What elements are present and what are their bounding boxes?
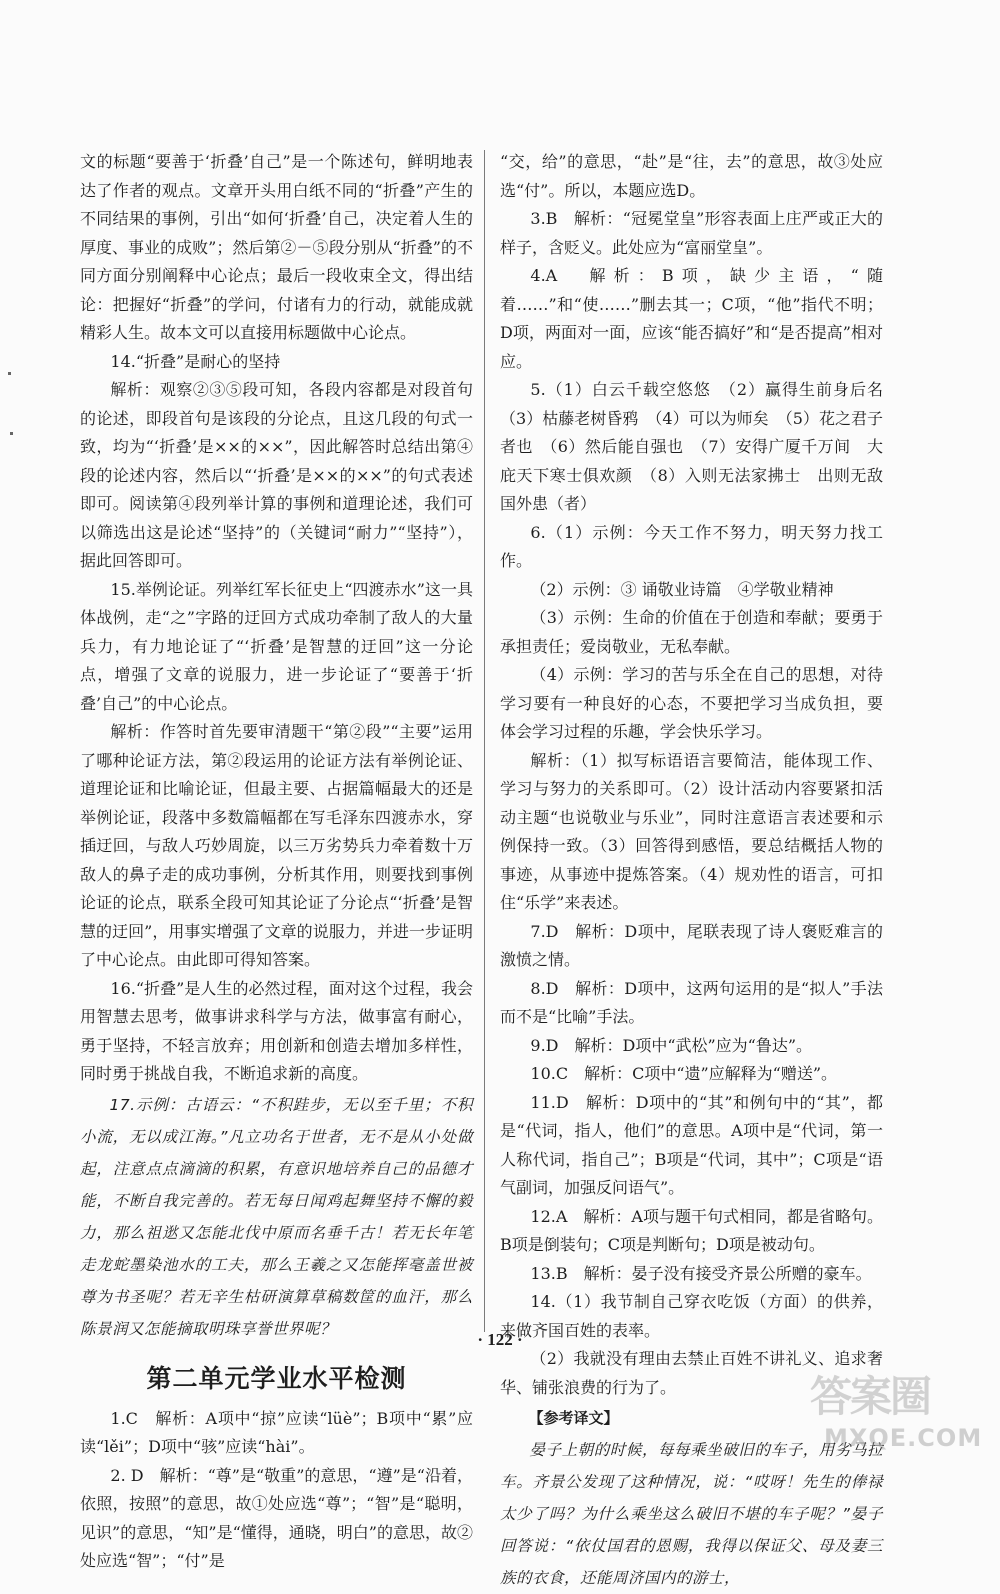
answer-14: 14.“折叠”是耐心的坚持: [110, 351, 281, 371]
answer-14-1: 14.（1）我节制自己穿衣吃饭（方面）的供养，来做齐国百姓的表率。: [500, 1292, 883, 1340]
answer-13: 13.B 解析：晏子没有接受齐景公所赠的豪车。: [530, 1263, 872, 1283]
answer-15: 15.举例论证。列举红军长征史上“四渡赤水”这一具体战例，走“之”字路的迂回方式成功牵制了敌人的大量兵力，有力地论证了“‘折叠’是智慧的迂回”这一分论点，增强了文章的说服力，进一步论证了“要善于‘折叠’自己”的中心论点。: [80, 579, 473, 713]
answer-3: 3.B 解析：“冠冕堂皇”形容表面上庄严或正大的样子，含贬义。此处应为“富丽堂皇”。: [500, 209, 883, 257]
answer-5: 5.（1）白云千载空悠悠 （2）赢得生前身后名 （3）枯藤老树昏鸦 （4）可以为师矣 （5）花之君子者也 （6）然后能自强也 （7）安得广厦千万间 大庇天下寒士俱欢颜 （8）入则无法家拂士 出则无敌国外患（者）: [500, 380, 900, 513]
answer-6-1: 6.（1）示例：今天工作不努力，明天努力找工作。: [500, 522, 883, 570]
paragraph: “交，给”的意思，“赴”是“往，去”的意思，故③处应选“付”。所以，本题应选D。: [500, 152, 883, 200]
answer-6-2: （2）示例：③ 诵敬业诗篇 ④学敬业精神: [530, 579, 834, 599]
analysis-6: 解析：（1）拟写标语语言要简洁，能体现工作、学习与努力的关系即可。（2）设计活动内容要紧扣活动主题“也说敬业与乐业”，同时注意语言表述要和示例保持一致。（3）回答得到感悟，要总结概括人物的事迹，从事迹中提炼答案。（4）规劝性的语言，可扣住“乐学”来表述。: [500, 750, 883, 912]
answer-14-2: （2）我就没有理由去禁止百姓不讲礼义、追求奢华、铺张浪费的行为了。: [500, 1349, 883, 1397]
left-column: [80, 148, 473, 1576]
analysis-14: 解析：观察②③⑤段可知，各段内容都是对段首句的论述，即段首句是该段的分论点，且这几段的句式一致，均为“‘折叠’是××的××”，因此解答时总结出第④段的论述内容，然后以“‘折叠’是××的××”的句式表述即可。阅读第④段列举计算的事例和道理论述，我们可以筛选出这是论述“坚持”的（关键词“耐力”“坚持”），据此回答即可。: [80, 380, 473, 570]
answer-9: 9.D 解析：D项中“武松”应为“鲁达”。: [530, 1035, 813, 1055]
answer-6-4: （4）示例：学习的苦与乐全在自己的思想，对待学习要有一种良好的心态，不要把学习当成负担，要体会学习过程的乐趣，学会快乐学习。: [500, 665, 883, 741]
scan-mark: [10, 432, 13, 435]
answer-4: 4.A 解析：B项，缺少主语，“随着……”和“使……”删去其一；C项，“他”指代不明；D项，两面对一面，应该“能否搞好”和“是否提高”相对应。: [500, 266, 883, 371]
watermark: [800, 1360, 990, 1456]
handwritten-translation: 晏子上朝的时候，每每乘坐破旧的车子，用劣马拉车。齐景公发现了这种情况，说：“哎呀！先生的俸禄太少了吗？为什么乘坐这么破旧不堪的车子呢？”晏子回答说：“依仗国君的恩赐，我得以保证父、母及妻三族的衣食，还能周济国内的游士，: [500, 1441, 883, 1587]
reference-translation-title: 【参考译文】: [528, 1409, 619, 1427]
scan-mark: [8, 372, 11, 375]
watermark-logo: 答案圈: [810, 1372, 931, 1421]
answer-8: 8.D 解析：D项中，这两句运用的是“拟人”手法而不是“比喻”手法。: [500, 978, 883, 1026]
answer-11: 11.D 解析：D项中的“其”和例句中的“其”，都是“代词，指人，他们”的意思。A项中是“代词，第一人称代词，指自己”；B项是“代词，其中”；C项是“语气副词，加强反问语气”。: [500, 1092, 883, 1197]
answer-7: 7.D 解析：D项中，尾联表现了诗人褒贬难言的激愤之情。: [500, 921, 883, 969]
paragraph: 文的标题“要善于‘折叠’自己”是一个陈述句，鲜明地表达了作者的观点。文章开头用白纸不同的“折叠”产生的不同结果的事例，引出“如何‘折叠’自己，决定着人生的厚度、事业的成败”；然后第②－⑤段分别从“折叠”的不同方面分别阐释中心论点；最后一段收束全文，得出结论：把握好“折叠”的学问，付诸有力的行动，就能成就精彩人生。故本文可以直接用标题做中心论点。: [80, 152, 473, 342]
answer-2: 2. D 解析：“尊”是“敬重”的意思，“遵”是“沿着，依照，按照”的意思，故①处应选“尊”；“智”是“聪明，见识”的意思，“知”是“懂得，通晓，明白”的意思，故②处应选“智”；“付”是: [80, 1465, 473, 1570]
column-divider: [484, 150, 485, 1332]
answer-16: 16.“折叠”是人生的必然过程，面对这个过程，我会用智慧去思考，做事讲求科学与方法，做事富有耐心，勇于坚持，不轻言放弃；用创新和创造去增加多样性，同时勇于挑战自我，不断追求新的高度。: [80, 978, 473, 1083]
analysis-15: 解析：作答时首先要审清题干“第②段”“主要”运用了哪种论证方法，第②段运用的论证方法有举例论证、道理论证和比喻论证，但最主要、占据篇幅最大的还是举例论证，段落中多数篇幅都在写毛泽东四渡赤水，穿插迂回，与敌人巧妙周旋，以三万劣势兵力牵着数十万敌人的鼻子走的成功事例，分析其作用，则要找到事例论证的论点，联系全段可知其论证了分论点“‘折叠’是智慧的迂回”，用事实增强了文章的说服力，并进一步证明了中心论点。由此即可得知答案。: [80, 722, 473, 969]
answer-1: 1.C 解析：A项中“掠”应读“lüè”；B项中“累”应读“lěi”；D项中“骇”应读“hài”。: [80, 1408, 473, 1456]
section-title: 第二单元学业水平检测: [146, 1363, 407, 1393]
handwritten-answer-17: 17.示例：古语云：“不积跬步，无以至千里；不积小流，无以成江海。”凡立功名于世者，无不是从小处做起，注意点点滴滴的积累，有意识地培养自己的品德才能，不断自我完善的。若无每日闻鸡起舞坚持不懈的毅力，那么祖逖又怎能北伐中原而名垂千古！若无长年笔走龙蛇墨染池水的工夫，那么王羲之又怎能挥毫盖世被尊为书圣呢？若无辛生枯研演算草稿数筐的血汗，那么陈景润又怎能摘取明珠享誉世界呢？: [80, 1095, 473, 1338]
page-number: · 122 ·: [477, 1330, 523, 1349]
answer-12: 12.A 解析：A项与题干句式相同，都是省略句。B项是倒装句；C项是判断句；D项是被动句。: [500, 1206, 883, 1254]
watermark-url: MXQE.COM: [824, 1424, 983, 1452]
answer-10: 10.C 解析：C项中“遗”应解释为“赠送”。: [530, 1064, 838, 1083]
answer-6-3: （3）示例：生命的价值在于创造和奉献；要勇于承担责任；爱岗敬业，无私奉献。: [500, 608, 883, 656]
